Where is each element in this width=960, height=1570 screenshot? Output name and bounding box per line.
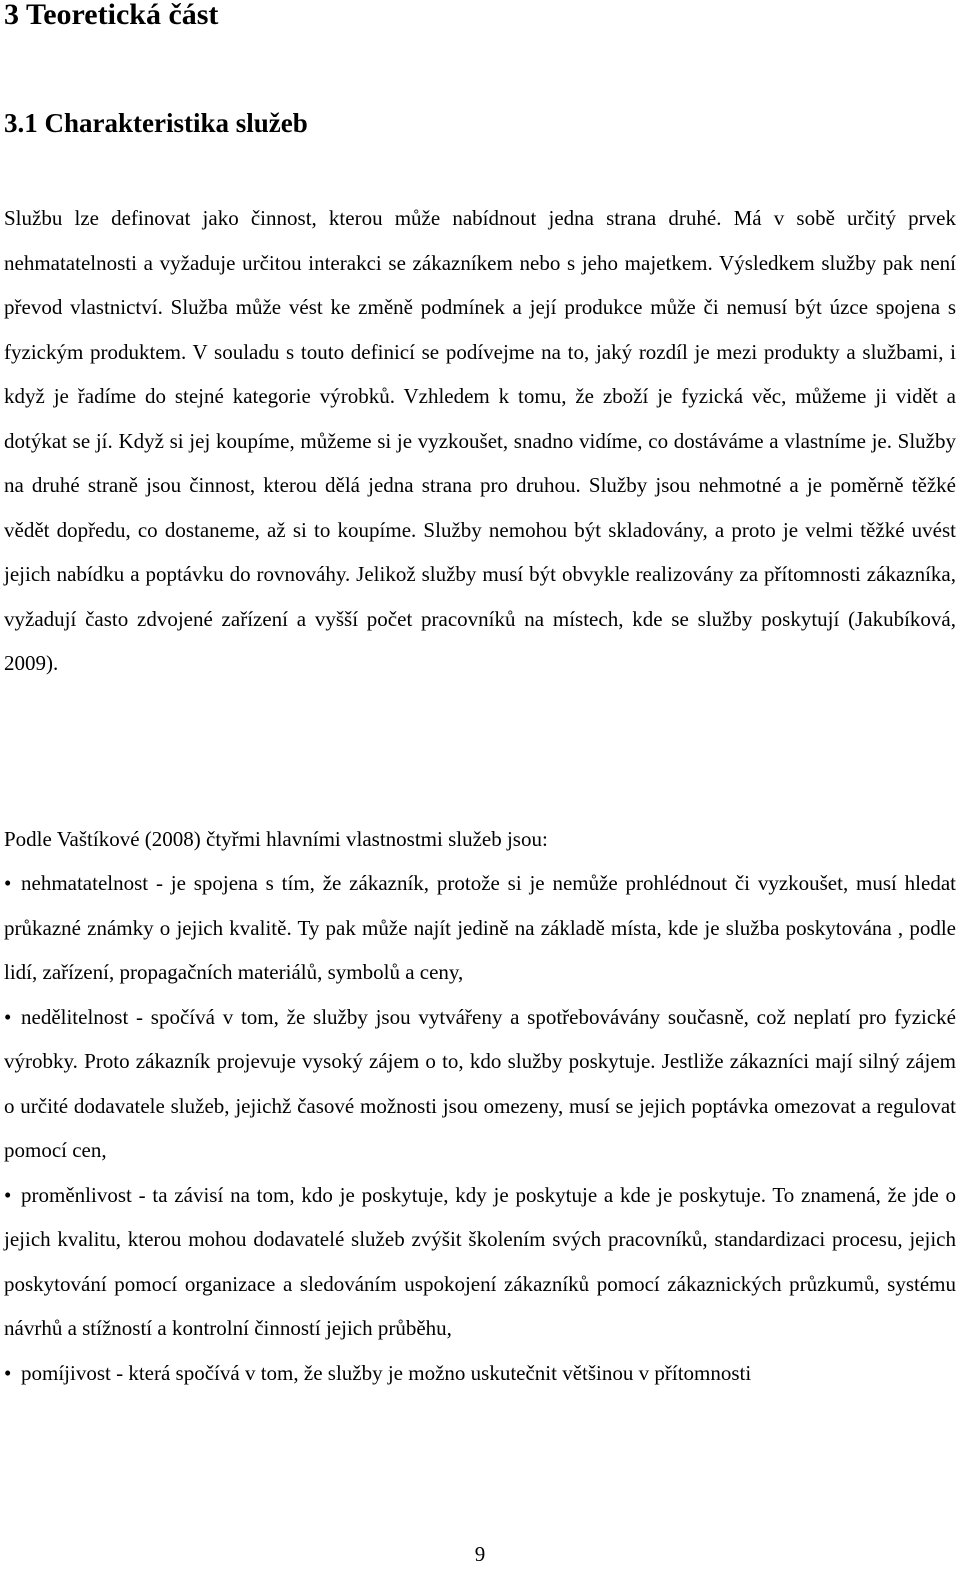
- list-item: [4, 1351, 956, 1396]
- page-number: 9: [474, 1542, 486, 1566]
- list-item: [4, 1173, 956, 1351]
- paragraph-properties-intro: Podle Vaštíkové (2008) čtyřmi hlavními vlastnostmi služeb jsou:: [4, 827, 548, 851]
- list-item-text: nehmatatelnost - je spojena s tím, že zákazník, protože si je nemůže prohlédnout či vyzkoušet, musí hledat průkazné známky o jejich kvalitě. Ty pak může najít jedině na základě místa, kde je služba poskytována , podle lidí, zařízení, propagačních materiálů, symbolů a ceny,: [4, 871, 956, 984]
- bullet-icon: •: [4, 871, 12, 895]
- list-item-text: pomíjivost - která spočívá v tom, že služby je možno uskutečnit většinou v přítomnosti: [21, 1360, 752, 1385]
- list-item-text: nedělitelnost - spočívá v tom, že služby jsou vytvářeny a spotřebovávány současně, což neplatí pro fyzické výrobky. Proto zákazník projevuje vysoký zájem o to, kdo služby poskytuje. Jestliže zákazníci mají silný zájem o určité dodavatele služeb, jejichž časové možnosti jsou omezeny, musí se jejich poptávka omezovat a regulovat pomocí cen,: [4, 1004, 956, 1162]
- bullet-icon: •: [4, 1182, 12, 1207]
- list-item: [4, 861, 956, 995]
- section-title: 3.1 Charakteristika služeb: [4, 108, 308, 138]
- paragraph-definition: Službu lze definovat jako činnost, kterou může nabídnout jedna strana druhé. Má v sobě určitý prvek nehmatatelnosti a vyžaduje určitou interakci se zákazníkem nebo s jeho majetkem. Výsledkem služby pak není převod vlastnictví. Služba může vést ke změně podmínek a její produkce může či nemusí být úzce spojena s fyzickým produktem. V souladu s touto definicí se podívejme na to, jaký rozdíl je mezi produkty a službami, i když je řadíme do stejné kategorie výrobků. Vzhledem k tomu, že zboží je fyzická věc, můžeme ji vidět a dotýkat se jí. Když si jej koupíme, můžeme si je vyzkoušet, snadno vidíme, co dostáváme a vlastníme je. Služby na druhé straně jsou činnost, kterou dělá jedna strana pro druhou. Služby jsou nehmotné a je poměrně těžké vědět dopředu, co dostaneme, až si to koupíme. Služby nemohou být skladovány, a proto je velmi těžké uvést jejich nabídku a poptávku do rovnováhy. Jelikož služby musí být obvykle realizovány za přítomnosti zákazníka, vyžadují často zdvojené zařízení a vyšší počet pracovníků na místech, kde se služby poskytují (Jakubíková, 2009).: [4, 206, 956, 675]
- properties-list: [4, 861, 956, 1395]
- bullet-icon: •: [4, 1004, 12, 1029]
- list-item: [4, 995, 956, 1173]
- list-item-text: proměnlivost - ta závisí na tom, kdo je poskytuje, kdy je poskytuje a kde je poskytuje. To znamená, že jde o jejich kvalitu, kterou mohou dodavatelé služeb zvýšit školením svých pracovníků, standardizaci procesu, jejich poskytování pomocí organizace a sledováním uspokojení zákazníků pomocí zákaznických průzkumů, systému návrhů a stížností a kontrolní činností jejich průběhu,: [4, 1182, 956, 1340]
- chapter-title: 3 Teoretická část: [4, 0, 219, 31]
- bullet-icon: •: [4, 1360, 12, 1385]
